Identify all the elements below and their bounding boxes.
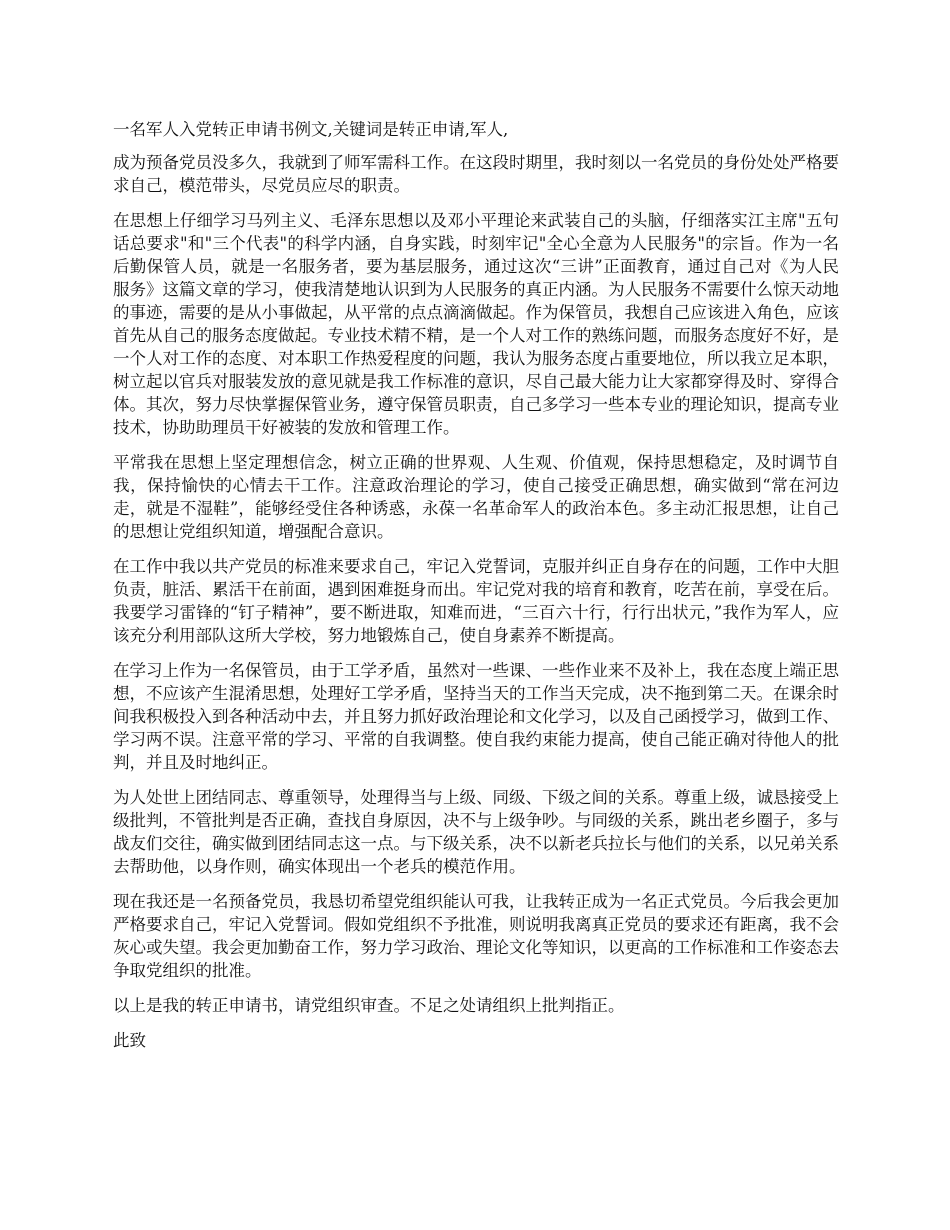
paragraph-3: 平常我在思想上坚定理想信念，树立正确的世界观、人生观、价值观，保持思想稳定，及时调节自我，保持愉快的心情去干工作。注意政治理论的学习，使自己接受正确思想，确实做到“常在河边走，就是不湿鞋”，能够经受住各种诱惑，永葆一名革命军人的政治本色。多主动汇报思想，让自己的思想让党组织知道，增强配合意识。 [113, 453, 839, 541]
paragraph-5: 在学习上作为一名保管员，由于工学矛盾，虽然对一些课、一些作业来不及补上，我在态度上端正思想，不应该产生混淆思想，处理好工学矛盾，坚持当天的工作当天完成，决不拖到第二天。在课余时间我积极投入到各种活动中去，并且努力抓好政治理论和文化学习，以及自己函授学习，做到工作、学习两不误。注意平常的学习、平常的自我调整。使自我约束能力提高，使自己能正确对待他人的批判，并且及时地纠正。 [113, 661, 839, 772]
paragraph-8: 以上是我的转正申请书，请党组织审查。不足之处请组织上批判指正。 [113, 996, 625, 1015]
paragraph-2: 在思想上仔细学习马列主义、毛泽东思想以及邓小平理论来武装自己的头脑，仔细落实江主席"五句话总要求"和"三个代表"的科学内涵，自身实践，时刻牢记"全心全意为人民服务"的宗旨。作为一名后勤保管人员，就是一名服务者，要为基层服务，通过这次“三讲”正面教育，通过自己对《为人民服务》这篇文章的学习，使我清楚地认识到为人民服务的真正内涵。为人民服务不需要什么惊天动地的事迹，需要的是从小事做起，从平常的点点滴滴做起。作为保管员，我想自己应该进入角色，应该首先从自己的服务态度做起。专业技术精不精，是一个人对工作的熟练问题，而服务态度好不好，是一个人对工作的态度、对本职工作热爱程度的问题，我认为服务态度占重要地位，所以我立足本职，树立起以官兵对服装发放的意见就是我工作标准的意识，尽自己最大能力让大家都穿得及时、穿得合体。其次，努力尽快掌握保管业务，遵守保管员职责，自己多学习一些本专业的理论知识，提高专业技术，协助助理员干好被装的发放和管理工作。 [113, 211, 839, 437]
paragraph-7: 现在我还是一名预备党员，我恳切希望党组织能认可我，让我转正成为一名正式党员。今后我会更加严格要求自己，牢记入党誓词。假如党组织不予批准，则说明我离真正党员的要求还有距离，我不会灰心或失望。我会更加勤奋工作，努力学习政治、理论文化等知识，以更高的工作标准和工作姿态去争取党组织的批准。 [113, 892, 839, 980]
paragraph-1: 成为预备党员没多久，我就到了师军需科工作。在这段时期里，我时刻以一名党员的身份处处严格要求自己，模范带头，尽党员应尽的职责。 [113, 153, 839, 195]
paragraph-4: 在工作中我以共产党员的标准来要求自己，牢记入党誓词，克服并纠正自身存在的问题，工作中大胆负责，脏活、累活干在前面，遇到困难挺身而出。牢记党对我的培育和教育，吃苦在前，享受在后。我要学习雷锋的“钉子精神”，要不断进取，知难而进，“三百六十行，行行出状元，”我作为军人，应该充分利用部队这所大学校，努力地锻炼自己，使自身素养不断提高。 [113, 557, 839, 645]
paragraph-6: 为人处世上团结同志、尊重领导，处理得当与上级、同级、下级之间的关系。尊重上级，诚恳接受上级批判，不管批判是否正确，查找自身原因，决不与上级争吵。与同级的关系，跳出老乡圈子，多与战友们交往，确实做到团结同志这一点。与下级关系，决不以新老兵拉长与他们的关系，以兄弟关系去帮助他，以身作则，确实体现出一个老兵的模范作用。 [113, 788, 839, 876]
document-page [113, 118, 839, 1052]
document-title: 一名军人入党转正申请书例文,关键词是转正申请,军人, [113, 120, 509, 139]
closing-salutation: 此致 [113, 1031, 146, 1050]
